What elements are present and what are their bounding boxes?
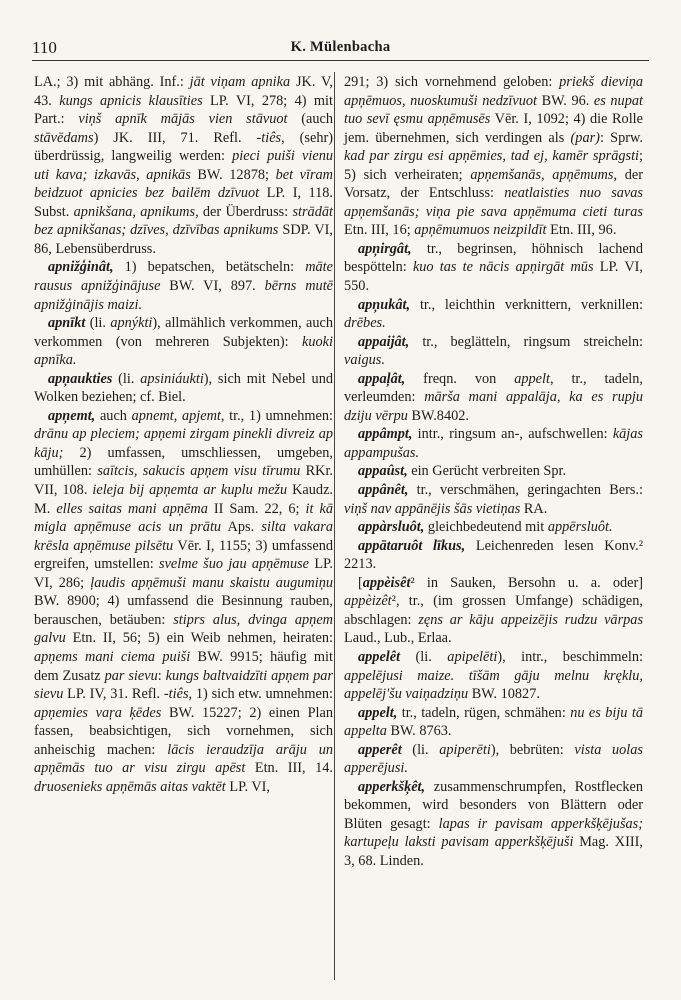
entry-definition: auch apnemt, apjemt, tr., 1) umnehmen: drānu ap pleciem; apņemi zirgam pinekli divreiz ap kāju; 2) umfassen, umschliessen, umgeben, umhüllen: saītcis, sakucis apņem visu tīrumu RKr. VII, 108. ieleja bij apņemta ar kuplu mežu Kaudz. M. elles saitas mani apņēma II Sam. 22, 6; it kā migla apņēmuse acis un prātu Aps. silta vakara krēsla apņēmuse pilsētu Vēr. I, 1155; 3) umfassend ergreifen, umstellen: svelme šuo jau apņēmuse LP. VI, 286; ļaudis apņēmuši manu skaistu augumiņu BW. 8900; 4) umfassend die Besinnung rauben, berauschen, betäuben: stiprs alus, dvinga apņem galvu Etn. II, 56; 5) ein Weib nehmen, heiraten: apņems mani ciema puiši BW. 9915; häufig mit dem Zusatz par sievu: kungs baltvaidzīti apņem par sievu LP. IV, 31. Refl. -tiês, 1) sich etw. umnehmen: apņemies vaŗa ķēdes BW. 15227; 2) einen Plan fassen, beabsichtigen, sich vornehmen, sich anheischig machen: lācis ieraudzīja arāju un apņēmās tuo ar visu zirgu apēst Etn. III, 14. druosenieks apņēmās aitas vaktēt LP. VI, [34, 407, 334, 795]
entry-definition: (li. apiperēti), bebrüten: vista uolas apperējusi. [344, 741, 643, 777]
entry-headword: appaijât, [358, 333, 410, 350]
entry-definition: tr., verschmähen, geringachten Bers.: viņš nav appānējis šās vietiņas RA. [344, 482, 643, 517]
entry-headword: apņukât, [358, 296, 411, 313]
running-title: K. Mülenbacha [290, 39, 391, 55]
entry-definition: (li. apnýkti), allmählich verkommen, auch verkommen (von mehreren Subjekten): kuoki apnīka. [34, 315, 333, 369]
dictionary-entry [344, 537, 643, 574]
dictionary-entry [344, 778, 643, 871]
entry-definition: Leichenreden lesen Konv.² 2213. [344, 537, 643, 573]
entry-headword: appelêt [358, 648, 401, 665]
page-number: 110 [32, 38, 57, 57]
entry-headword: appàrsluôt, [358, 519, 425, 536]
entry-definition: (li. apsiniáukti), sich mit Nebel und Wolken beziehen; cf. Biel. [34, 370, 334, 406]
entry-definition: tr., leichthin verknittern, verknillen: drēbes. [344, 296, 643, 332]
entry-headword: appaļât, [358, 370, 406, 387]
entry-headword: appelt, [358, 704, 398, 721]
entry-definition: (li. apipelēti), intr., beschimmeln: appelējusi maize. tīšām gāju melnu kręklu, appelēj'šu vaiņadziņu BW. 10827. [344, 648, 643, 703]
dictionary-entry [344, 518, 643, 537]
dictionary-entry [34, 370, 333, 407]
entry-definition: 291; 3) sich vornehmend geloben: priekš dieviņa apņēmuos, nuoskumuši nedzīvuot BW. 96. es nupat tuo sevī ęsmu apņēmusēs Vēr. I, 1092; 4) die Rolle jem. übernehmen, sich verdingen als (par): Sprw. kad par zirgu esi apņēmies, tad ej, kamēr sprāgsti; 5) sich verheiraten; apņemšanās, apņēmums, der Vorsatz, der Entschluss: neatlaisties nuo savas apņemšanās; viņa pie sava apņēmuma cieti turas Etn. III, 16; apņēmumuos neizpildīt Etn. III, 96. [344, 74, 643, 239]
left-column [34, 73, 333, 796]
dictionary-entry [344, 481, 643, 518]
page-header [32, 38, 649, 61]
dictionary-entry [344, 425, 643, 462]
right-column [344, 73, 643, 871]
entry-headword: apperkšķêt, [358, 778, 426, 795]
entry-continuation [344, 73, 643, 240]
dictionary-entry [344, 370, 643, 426]
entry-headword: apņemt, [48, 407, 96, 424]
entry-definition: tr., begrinsen, höhnisch lachend bespötteln: kuo tas te nācis apņirgāt mūs LP. VI, 550. [344, 240, 643, 295]
dictionary-entry [344, 462, 643, 481]
entry-definition: tr., beglätteln, ringsum streicheln: vaigus. [344, 333, 643, 369]
dictionary-entry [344, 741, 643, 778]
entry-headword: appânêt, [358, 482, 409, 499]
entry-headword: apperêt [358, 741, 402, 758]
entry-definition: 1) bepatschen, betätscheln: māte rausus apnižģinājuse BW. VI, 897. bērns mutē apnižģinājis maizi. [34, 259, 334, 313]
dictionary-entry [34, 407, 333, 796]
entry-definition: tr., tadeln, rügen, schmähen: nu es biju tā appelta BW. 8763. [344, 704, 643, 740]
entry-definition: gleichbedeutend mit appērsluôt. [424, 519, 613, 536]
entry-definition: zusammenschrumpfen, Rostflecken bekommen, wird besonders von Blättern oder Blüten gesagt: lapas ir pavisam apperkšķējušas; kartupeļu laksti pavisam apperkšķējuši Mag. XIII, 3, 68. Linden. [344, 778, 643, 869]
dictionary-entry [344, 333, 643, 370]
entry-headword: apņaukties [48, 370, 113, 387]
dictionary-entry [34, 314, 333, 370]
entry-headword: apnīkt [48, 315, 86, 332]
entry-definition: freqn. von appelt, tr., tadeln, verleumden: mārša mani appalāja, ka es rupju dziju vērpu BW.8402. [344, 370, 644, 424]
dictionary-entry [344, 296, 643, 333]
entry-continuation [34, 73, 333, 258]
entry-definition: intr., ringsum an-, aufschwellen: kājas appampušas. [344, 426, 643, 461]
entry-definition: ein Gerücht verbreiten Spr. [407, 463, 567, 480]
entry-definition: [appèisêt² in Sauken, Bersohn u. a. oder] appèizêt², tr., (im grossen Umfange) schädigen, abschlagen: zęns ar kāju appeizējis rudzu vārpas Laud., Lub., Erlaa. [344, 574, 644, 647]
entry-headword: appâmpt, [358, 426, 413, 443]
dictionary-entry [344, 574, 643, 648]
column-divider [334, 72, 335, 980]
dictionary-entry [344, 648, 643, 704]
entry-definition: LA.; 3) mit abhäng. Inf.: jāt viņam apnika JK. V, 43. kungs apnicis klausīties LP. VI, 278; 4) mit Part.: viņš apnīk mājās vien stāvuot (auch stāvēdams) JK. III, 71. Refl. -tiês, (sehr) überdrüssig, langweilig werden: pieci puiši vienu uti kava; izkavās, apnikās BW. 12878; bet vīram beidzuot apnicies bez bailēm dzīvuot LP. I, 118. Subst. apnikšana, apnikums, der Überdruss: strādāt bez apnikšanas; dzīves, dzīvības apnikums SDP. VI, 86, Lebensüberdruss. [34, 74, 334, 257]
dictionary-entry [344, 240, 643, 296]
dictionary-entry [344, 704, 643, 741]
dictionary-entry [34, 258, 333, 314]
entry-headword: appaûst, [358, 463, 408, 480]
entry-headword: appātaruôt līkus, [358, 537, 466, 554]
entry-headword: apnižģinât, [48, 259, 114, 276]
entry-headword: apņirgât, [358, 240, 412, 257]
